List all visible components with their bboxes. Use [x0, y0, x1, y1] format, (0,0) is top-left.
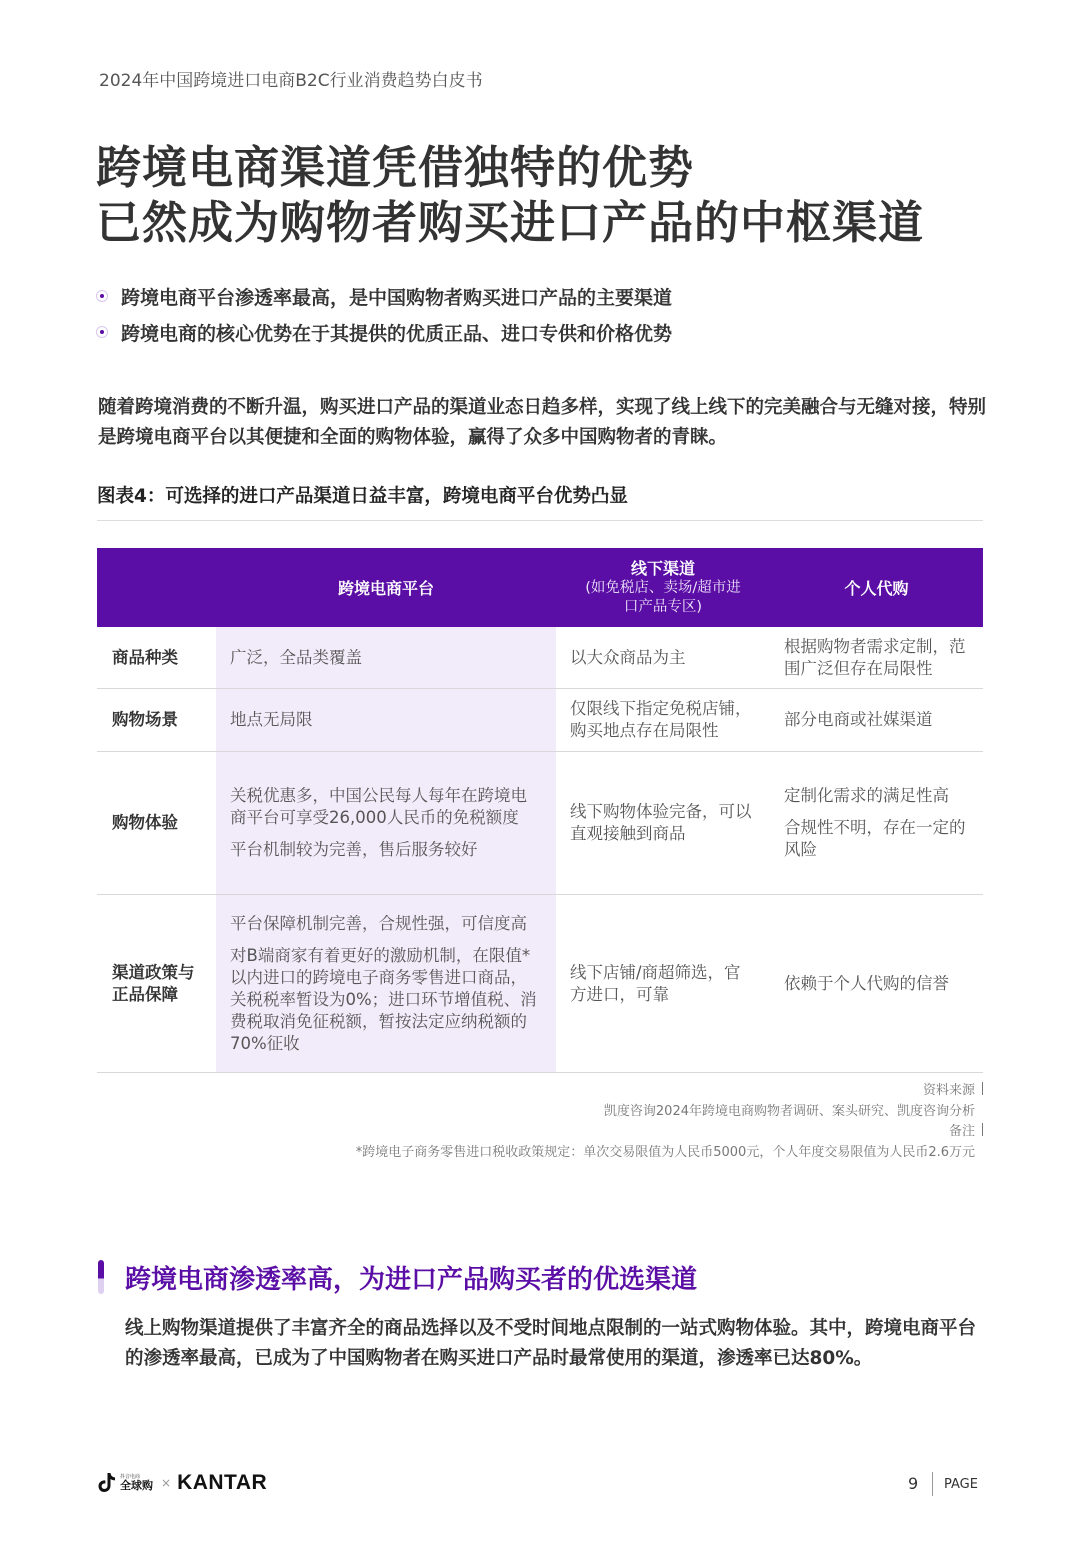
- running-header: 2024年中国跨境进口电商B2C行业消费趋势白皮书: [99, 71, 483, 91]
- page-title-line2: 已然成为购物者购买进口产品的中枢渠道: [96, 196, 925, 249]
- table-row: [97, 627, 983, 689]
- cell-text: 部分电商或社媒渠道: [784, 710, 933, 729]
- key-point-text: 跨境电商的核心优势在于其提供的优质正品、进口专供和价格优势: [121, 322, 673, 345]
- cell-crossborder: [216, 895, 556, 1072]
- header-crossborder: 跨境电商平台: [337, 579, 434, 598]
- key-point: [96, 278, 672, 314]
- global-shopping-logo: [120, 1475, 153, 1491]
- page-label: PAGE: [944, 1477, 978, 1492]
- cell-text: 根据购物者需求定制，范围广泛但存在局限性: [784, 636, 966, 678]
- cell-text: 以大众商品为主: [570, 647, 686, 667]
- table-row: [97, 689, 983, 752]
- cell-crossborder: [216, 689, 556, 751]
- cell-text: 平台保障机制完善，合规性强，可信度高: [230, 913, 527, 933]
- source-notes: [356, 1081, 983, 1163]
- key-point-text: 跨境电商平台渗透率最高，是中国购物者购买进口产品的主要渠道: [121, 286, 673, 309]
- intro-paragraph: 随着跨境消费的不断升温，购买进口产品的渠道业态日趋多样，实现了线上线下的完美融合与无缝对接，特别是跨境电商平台以其便捷和全面的购物体验，赢得了众多中国购物者的青睐。: [98, 397, 987, 448]
- cell-daigou: [770, 895, 983, 1072]
- logo-small-text: 全球购: [120, 1479, 153, 1492]
- row-label: 商品种类: [112, 647, 178, 667]
- bullet-dot-icon: [96, 326, 108, 338]
- source-label-line: [356, 1081, 983, 1102]
- cell-text: 关税优惠多，中国公民每人每年在跨境电商平台可享受26,000人民币的免税额度: [230, 786, 527, 827]
- page-number: 9: [908, 1474, 919, 1493]
- note-label: 备注: [948, 1124, 975, 1139]
- cell-crossborder: [216, 752, 556, 894]
- page-title: [96, 140, 996, 250]
- cell-text: 线下购物体验完备，可以直观接触到商品: [570, 802, 752, 843]
- cell-offline: [556, 627, 770, 688]
- figure-title: 图表4：可选择的进口产品渠道日益丰富，跨境电商平台优势凸显: [97, 486, 628, 507]
- bullet-dot-icon: [96, 290, 108, 302]
- row-label: 购物场景: [112, 710, 178, 729]
- cell-text: 地点无局限: [230, 710, 313, 729]
- header-daigou: 个人代购: [844, 579, 909, 598]
- section-title: 跨境电商渗透率高，为进口产品购买者的优选渠道: [125, 1265, 698, 1295]
- divider: [982, 1123, 983, 1136]
- row-label: 购物体验: [112, 813, 178, 832]
- section-body: 线上购物渠道提供了丰富齐全的商品选择以及不受时间地点限制的一站式购物体验。其中，跨境电商平台的渗透率最高，已成为了中国购物者在购买进口产品时最常使用的渠道，渗透率已达80%。: [125, 1318, 977, 1369]
- page-title-line1: 跨境电商渠道凭借独特的优势: [96, 141, 695, 194]
- cell-text: 平台机制较为完善，售后服务较好: [230, 840, 478, 859]
- figure-divider: [97, 520, 983, 521]
- cell-text: 线下店铺/商超筛选，官方进口，可靠: [570, 962, 741, 1004]
- header-blank-cell: [97, 548, 216, 627]
- cell-daigou: [770, 689, 983, 751]
- tiktok-logo-icon: [97, 1472, 117, 1494]
- section-accent-bar: [98, 1260, 104, 1294]
- note-label-line: [356, 1122, 983, 1143]
- header-offline: [556, 548, 770, 627]
- cell-offline: [556, 689, 770, 751]
- footer-logos: [97, 1470, 267, 1496]
- header-offline-title: 线下渠道: [630, 558, 695, 578]
- header-offline-sub: (如免税店、卖场/超市进: [585, 579, 741, 596]
- logo-small-caption: 抖音电商: [120, 1474, 141, 1480]
- cell-offline: [556, 895, 770, 1072]
- cell-crossborder: [216, 627, 556, 688]
- cell-text: 仅限线下指定免税店铺，购买地点存在局限性: [570, 699, 752, 740]
- cell-text: 依赖于个人代购的信誉: [784, 973, 949, 993]
- cell-text: 合规性不明，存在一定的风险: [784, 818, 966, 859]
- page-divider: [932, 1472, 933, 1496]
- key-point: [96, 314, 672, 350]
- divider: [982, 1082, 983, 1095]
- table-header: [97, 548, 983, 627]
- table-row: [97, 895, 983, 1073]
- cell-daigou: [770, 752, 983, 894]
- cell-offline: [556, 752, 770, 894]
- key-points: [96, 278, 672, 350]
- cell-text: 对B端商家有着更好的激励机制，在限值*以内进口的跨境电子商务零售进口商品，关税税率暂设为0%；进口环节增值税、消费税取消免征税额，暂按法定应纳税额的70%征收: [230, 945, 537, 1053]
- source-label: 资料来源: [922, 1083, 975, 1098]
- source-text: 凯度咨询2024年跨境电商购物者调研、案头研究、凯度咨询分析: [603, 1103, 975, 1119]
- logo-separator: ×: [161, 1476, 172, 1490]
- kantar-logo: KANTAR: [177, 1471, 268, 1494]
- header-offline-sub: 口产品专区): [623, 598, 703, 615]
- table-row: [97, 752, 983, 895]
- row-label: 渠道政策与正品保障: [112, 962, 195, 1004]
- note-text: *跨境电子商务零售进口税收政策规定：单次交易限值为人民币5000元，个人年度交易限值为人民币2.6万元: [355, 1144, 975, 1160]
- cell-text: 定制化需求的满足性高: [784, 786, 949, 805]
- cell-text: 广泛，全品类覆盖: [230, 647, 362, 667]
- comparison-table: [97, 548, 983, 1073]
- cell-daigou: [770, 627, 983, 688]
